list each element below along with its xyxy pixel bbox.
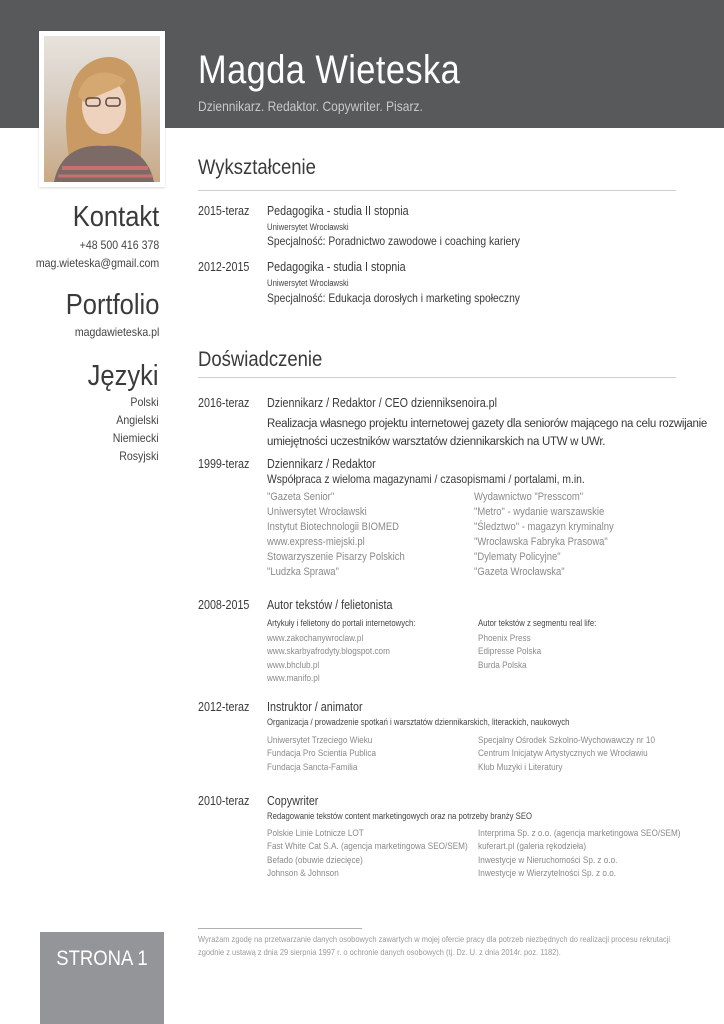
list-item: Johnson & Johnson — [267, 868, 339, 880]
languages-heading: Języki — [88, 360, 159, 392]
list-item: "Gazeta Senior" — [267, 491, 335, 503]
experience-subtitle: Współpraca z wieloma magazynami / czasopismami / portalami, m.in. — [267, 472, 585, 486]
language-item: Polski — [130, 395, 159, 409]
list-item: Wydawnictwo "Presscom" — [474, 491, 584, 503]
portfolio-section — [53, 288, 159, 341]
list-item: Fundacja Pro Scientia Publica — [267, 748, 377, 760]
list-item: www.bhclub.pl — [267, 659, 320, 671]
list-item: Centrum Inicjatyw Artystycznych we Wrocławiu — [478, 748, 648, 760]
list-item: Edipresse Polska — [478, 646, 542, 658]
education-heading: Wykształcenie — [198, 156, 316, 179]
contact-heading: Kontakt — [72, 201, 159, 233]
experience-years: 2010-teraz — [198, 794, 250, 808]
list-item: Specjalny Ośrodek Szkolno-Wychowawczy nr 10 — [478, 735, 656, 746]
language-item: Angielski — [116, 413, 159, 427]
experience-list-left — [267, 827, 468, 881]
list-item: Uniwersytet Wrocławski — [267, 506, 367, 518]
list-item: Burda Polska — [478, 659, 527, 671]
contact-email[interactable]: mag.wieteska@gmail.com — [35, 256, 159, 270]
list-item: Interprima Sp. z o.o. (agencja marketingowa SEO/SEM) — [478, 828, 681, 839]
list-item: www.manifo.pl — [267, 673, 320, 685]
experience-role: Copywriter — [267, 794, 319, 808]
languages-section — [78, 359, 159, 465]
experience-list-right — [478, 632, 541, 672]
language-item: Niemiecki — [113, 431, 159, 445]
portfolio-link[interactable]: magdawieteska.pl — [74, 325, 159, 339]
experience-description: Realizacja własnego projektu internetowej gazety dla seniorów mającego na celu rozwijanie umiejętności uczestników warsztatów dziennikarskich na UTW w UWr. — [267, 418, 707, 448]
experience-list-right — [478, 734, 655, 774]
consent-clause: Wyrażam zgodę na przetwarzanie danych osobowych zawartych w mojej ofercie pracy dla potrzeb niezbędnych do realizacji procesu rekrutacji zgodnie z ustawą z dnia 29 sierpnia 1997 r. o ochronie danych osobowych (tj. Dz. U. z dnia 2014r. poz. 1182). — [198, 934, 671, 957]
list-item: www.zakochanywroclaw.pl — [267, 633, 364, 644]
person-subtitle: Dziennikarz. Redaktor. Copywriter. Pisarz. — [198, 98, 423, 114]
list-item: www.skarbyafrodyty.blogspot.com — [267, 646, 390, 658]
experience-subheading-left: Artykuły i felietony do portali internetowych: — [267, 618, 416, 628]
experience-list-left — [267, 734, 376, 774]
education-specialty: Specjalność: Edukacja dorosłych i marketing społeczny — [267, 291, 520, 305]
education-divider — [198, 190, 676, 191]
experience-role: Dziennikarz / Redaktor — [267, 457, 376, 471]
list-item: "Metro" - wydanie warszawskie — [474, 506, 605, 518]
footer-divider — [198, 928, 362, 929]
list-item: "Ludzka Sprawa" — [267, 566, 339, 578]
list-item: Uniwersytet Trzeciego Wieku — [267, 735, 373, 746]
education-school: Uniwersytet Wrocławski — [267, 278, 349, 288]
list-item: kuferart.pl (galeria rękodzieła) — [478, 841, 587, 853]
list-item: www.express-miejski.pl — [267, 536, 365, 548]
contact-section — [19, 200, 159, 272]
experience-list-right — [474, 490, 614, 580]
list-item: Inwestycje w Wierzytelności Sp. z o.o. — [478, 868, 617, 880]
experience-years: 2016-teraz — [198, 396, 250, 410]
person-name: Magda Wieteska — [198, 48, 461, 92]
experience-subtitle: Organizacja / prowadzenie spotkań i warsztatów dziennikarskich, literackich, naukowych — [267, 717, 570, 727]
list-item: "Gazeta Wrocławska" — [474, 566, 565, 578]
page-number-box — [40, 932, 164, 1024]
experience-subheading-right: Autor tekstów z segmentu real life: — [478, 618, 597, 628]
education-degree: Pedagogika - studia II stopnia — [267, 204, 409, 218]
list-item: "Śledztwo" - magazyn kryminalny — [474, 521, 614, 533]
education-school: Uniwersytet Wrocławski — [267, 222, 349, 232]
education-degree: Pedagogika - studia I stopnia — [267, 260, 406, 274]
profile-photo — [44, 36, 160, 182]
education-specialty: Specjalność: Poradnictwo zawodowe i coaching kariery — [267, 234, 520, 248]
education-years: 2015-teraz — [198, 204, 250, 218]
list-item: Phoenix Press — [478, 633, 531, 644]
experience-list-left — [267, 490, 405, 580]
experience-heading: Doświadczenie — [198, 348, 323, 371]
experience-years: 2008-2015 — [198, 598, 250, 612]
experience-subtitle: Redagowanie tekstów content marketingowych oraz na potrzeby branży SEO — [267, 811, 533, 821]
list-item: Fast White Cat S.A. (agencja marketingowa SEO/SEM) — [267, 841, 468, 853]
experience-list-left — [267, 632, 390, 686]
experience-role: Instruktor / animator — [267, 700, 363, 714]
list-item: Instytut Biotechnologii BIOMED — [267, 521, 399, 533]
experience-years: 1999-teraz — [198, 457, 250, 471]
list-item: Polskie Linie Lotnicze LOT — [267, 828, 364, 839]
experience-list-right — [478, 827, 681, 881]
list-item: Klub Muzyki i Literatury — [478, 761, 563, 773]
list-item: Stowarzyszenie Pisarzy Polskich — [267, 551, 405, 563]
experience-years: 2012-teraz — [198, 700, 250, 714]
page-number-label: STRONA 1 — [56, 947, 148, 970]
portfolio-heading: Portfolio — [65, 289, 159, 321]
education-years: 2012-2015 — [198, 260, 250, 274]
list-item: Inwestycje w Nieruchomości Sp. z o.o. — [478, 854, 618, 866]
experience-divider — [198, 377, 676, 378]
experience-role: Dziennikarz / Redaktor / CEO dzienniksenoira.pl — [267, 396, 498, 410]
language-item: Rosyjski — [119, 449, 159, 463]
list-item: "Dylematy Policyjne" — [474, 551, 561, 563]
profile-photo-frame — [39, 31, 165, 187]
experience-role: Autor tekstów / felietonista — [267, 598, 393, 612]
list-item: Befado (obuwie dziecięce) — [267, 854, 363, 866]
list-item: Fundacja Sancta-Familia — [267, 761, 358, 773]
contact-phone[interactable]: +48 500 416 378 — [79, 238, 159, 252]
list-item: "Wrocławska Fabryka Prasowa" — [474, 536, 608, 548]
